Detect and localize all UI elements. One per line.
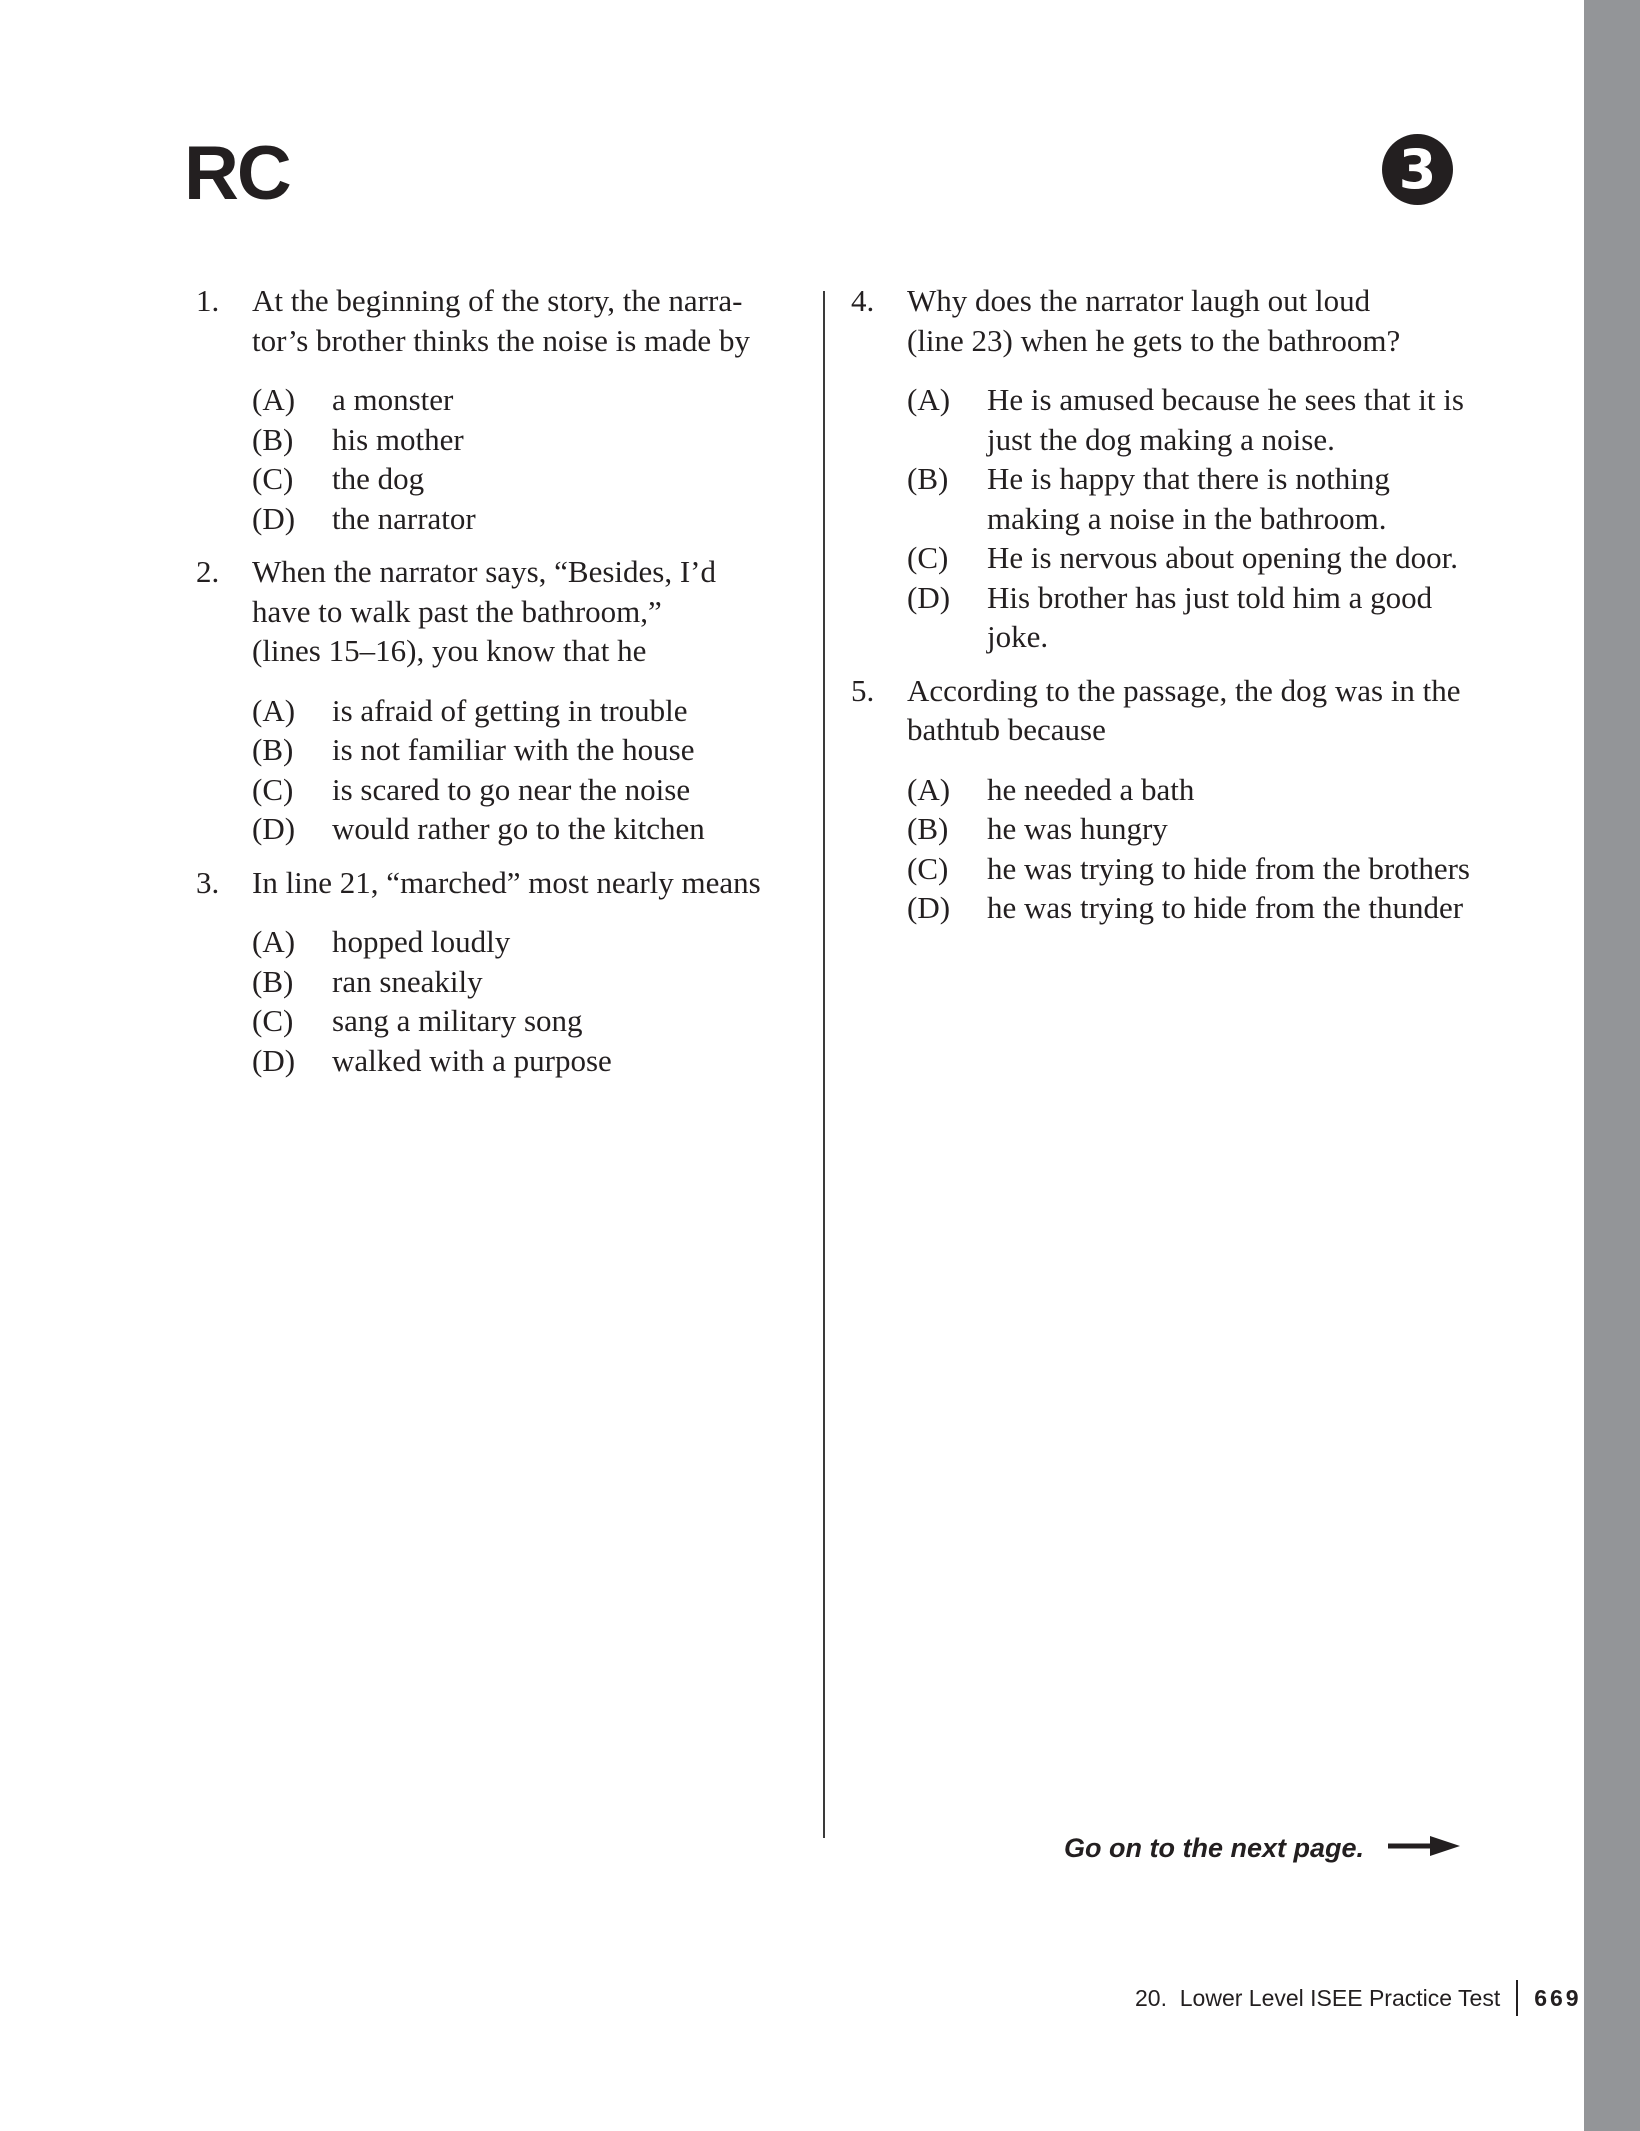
choice-b[interactable] [907, 459, 1471, 538]
choice-letter: (D) [907, 890, 951, 925]
question-number: 5. [851, 672, 875, 708]
question-stem [851, 671, 1471, 750]
choice-text: he was hungry [987, 811, 1168, 846]
choice-letter: (C) [252, 1003, 294, 1038]
choice-a[interactable] [252, 691, 796, 731]
question-stem [196, 281, 796, 360]
question-1 [196, 281, 796, 538]
choice-letter: (D) [252, 1042, 296, 1078]
choice-a[interactable] [907, 770, 1471, 810]
choice-c[interactable] [252, 1001, 796, 1041]
question-text: At the beginning of the story, the narra- tor’s brother thinks the noise is made by [252, 283, 750, 358]
arrow-right-icon [1388, 1833, 1460, 1864]
choice-text: is afraid of getting in trouble [332, 692, 688, 728]
question-5 [851, 671, 1471, 928]
choice-c[interactable] [252, 459, 796, 499]
choice-text: the narrator [332, 500, 476, 536]
choice-letter: (D) [907, 579, 951, 615]
choices [252, 922, 796, 1080]
choice-a[interactable] [907, 380, 1471, 459]
question-stem [851, 281, 1471, 360]
left-column [196, 281, 796, 1094]
choice-letter: (D) [252, 811, 296, 846]
side-bar [1584, 0, 1640, 2131]
choice-a[interactable] [252, 380, 796, 420]
question-number: 2. [196, 554, 220, 589]
choice-d[interactable] [252, 809, 796, 849]
choice-b[interactable] [252, 420, 796, 460]
choice-a[interactable] [252, 922, 796, 962]
question-stem [196, 863, 796, 903]
question-text: In line 21, “marched” most nearly means [252, 864, 761, 900]
choice-letter: (A) [252, 924, 296, 959]
choice-letter: (A) [907, 771, 951, 807]
choice-text: he was trying to hide from the thunder [987, 890, 1464, 925]
choice-text: He is happy that there is nothing making a noise in the bathroom. [987, 461, 1390, 536]
choice-text: ran sneakily [332, 963, 483, 999]
choice-d[interactable] [252, 499, 796, 539]
next-page-label: Go on to the next page. [1064, 1833, 1365, 1863]
choice-c[interactable] [252, 770, 796, 810]
section-title: RC [184, 131, 290, 216]
column-divider [823, 291, 825, 1838]
choice-text: his mother [332, 421, 464, 457]
question-stem [196, 552, 796, 671]
choice-text: he needed a bath [987, 771, 1195, 807]
choices [907, 770, 1471, 928]
choice-letter: (D) [252, 500, 296, 536]
choice-b[interactable] [252, 962, 796, 1002]
choices [907, 380, 1471, 657]
choice-text: is scared to go near the noise [332, 771, 691, 807]
choice-d[interactable] [252, 1041, 796, 1081]
question-text: When the narrator says, “Besides, I’d have to walk past the bathroom,” (lines 15–16), you know that he [252, 554, 716, 668]
choice-letter: (C) [252, 771, 294, 807]
choice-text: is not familiar with the house [332, 732, 695, 767]
choice-text: would rather go to the kitchen [332, 811, 705, 846]
choice-text: He is amused because he sees that it is just the dog making a noise. [987, 382, 1464, 457]
choices [252, 691, 796, 849]
choice-text: His brother has just told him a good joke. [987, 579, 1433, 654]
right-column [851, 281, 1471, 942]
choice-letter: (C) [907, 850, 949, 886]
section-number-badge: 3 [1382, 134, 1453, 205]
choice-letter: (A) [907, 382, 951, 417]
choice-b[interactable] [907, 809, 1471, 849]
question-4 [851, 281, 1471, 657]
choice-text: a monster [332, 382, 454, 417]
question-number: 1. [196, 283, 220, 318]
choice-c[interactable] [907, 538, 1471, 578]
question-text: Why does the narrator laugh out loud (line 23) when he gets to the bathroom? [907, 283, 1401, 358]
next-page-prompt [1064, 1833, 1460, 1864]
choice-letter: (B) [907, 461, 949, 496]
choice-text: the dog [332, 461, 425, 496]
choices [252, 380, 796, 538]
choice-letter: (B) [252, 421, 294, 457]
choice-letter: (B) [252, 732, 294, 767]
choice-text: He is nervous about opening the door. [987, 540, 1458, 575]
choice-text: hopped loudly [332, 924, 511, 959]
choice-c[interactable] [907, 849, 1471, 889]
choice-letter: (A) [252, 382, 296, 417]
choice-text: he was trying to hide from the brothers [987, 850, 1470, 886]
choice-text: walked with a purpose [332, 1042, 612, 1078]
choice-b[interactable] [252, 730, 796, 770]
question-text: According to the passage, the dog was in the bathtub because [907, 672, 1461, 747]
choice-letter: (C) [907, 540, 949, 575]
choice-d[interactable] [907, 888, 1471, 928]
page-footer [1135, 1980, 1582, 2016]
choice-text: sang a military song [332, 1003, 583, 1038]
question-number: 4. [851, 283, 875, 318]
question-number: 3. [196, 864, 220, 900]
question-2 [196, 552, 796, 849]
page-number: 669 [1534, 1984, 1582, 2011]
choice-letter: (C) [252, 461, 294, 496]
choice-letter: (B) [252, 963, 294, 999]
choice-d[interactable] [907, 578, 1471, 657]
choice-letter: (A) [252, 692, 296, 728]
chapter-title: 20. Lower Level ISEE Practice Test [1135, 1984, 1501, 2011]
question-3 [196, 863, 796, 1081]
choice-letter: (B) [907, 811, 949, 846]
footer-divider [1516, 1980, 1518, 2016]
